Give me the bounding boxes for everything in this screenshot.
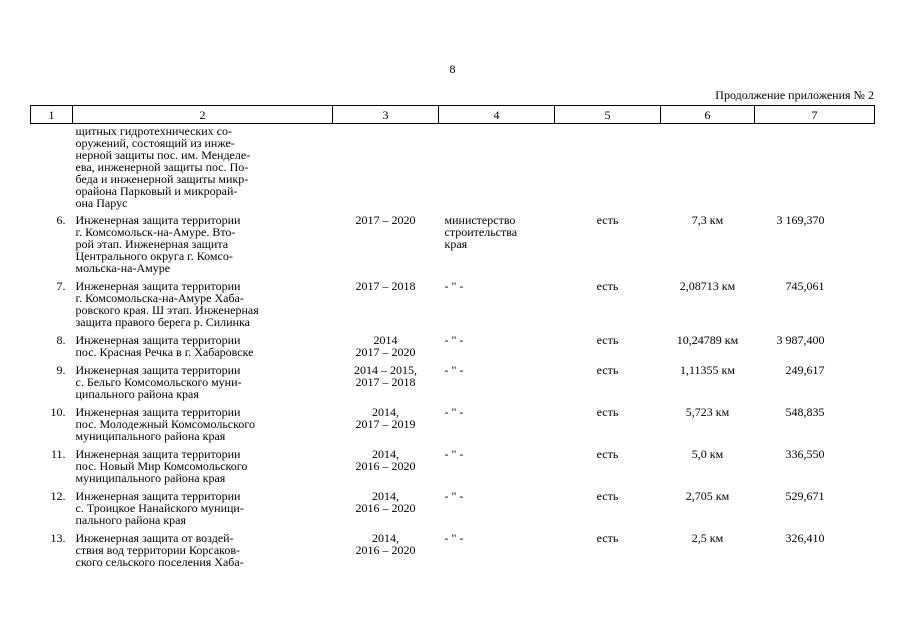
header-col-5: 5 — [555, 106, 661, 124]
row-number: 12. — [50, 489, 66, 503]
cost — [755, 124, 875, 215]
row-number — [31, 124, 73, 215]
years: 2014 – 2015, 2017 – 2018 — [354, 363, 417, 389]
length: 5,0 км — [691, 447, 724, 461]
header-col-7: 7 — [755, 106, 875, 124]
responsible-org: - " - — [444, 279, 464, 293]
design-status: есть — [596, 213, 619, 227]
years: 2014 2017 – 2020 — [355, 333, 416, 359]
length: 2,08713 км — [679, 279, 736, 293]
object-name: Инженерная защита территории пос. Молодежный Комсомольского муниципального района края — [75, 405, 255, 443]
row-number: 9. — [56, 363, 66, 377]
page-number: 8 — [449, 62, 456, 76]
design-status: есть — [596, 489, 619, 503]
design-status: есть — [596, 531, 619, 545]
responsible-org: - " - — [444, 489, 464, 503]
table-row — [31, 448, 875, 490]
object-name: Инженерная защита территории г. Комсомольска-на-Амуре Хаба- ровского края. Ш этап. Инженерная защита правого берега р. Силинка — [75, 279, 259, 329]
cost: 3 169,370 — [776, 213, 825, 227]
header-col-6: 6 — [661, 106, 755, 124]
cost: 548,835 — [785, 405, 825, 419]
cost: 745,061 — [785, 279, 825, 293]
length: 10,24789 км — [676, 333, 739, 347]
header-col-1: 1 — [31, 106, 73, 124]
years: 2014, 2016 – 2020 — [355, 531, 416, 557]
object-name: щитных гидротехнических со- оружений, состоящий из инже- нерной защиты пос. им. Менделе- ева, инженерной защиты пос. По- беда и инженерной защиты микр- орайона Парковый и микрорай- она Парус — [75, 124, 251, 210]
design-status: есть — [596, 363, 619, 377]
responsible-org: - " - — [444, 405, 464, 419]
length: 2,705 км — [685, 489, 730, 503]
design-status: есть — [596, 405, 619, 419]
row-number: 8. — [56, 333, 66, 347]
table-row — [31, 214, 875, 280]
continuation-label: Продолжение приложения № 2 — [715, 88, 874, 102]
row-number: 11. — [50, 447, 66, 461]
row-number: 7. — [56, 279, 66, 293]
table-row — [31, 406, 875, 448]
responsible-org: - " - — [444, 447, 464, 461]
header-col-4: 4 — [439, 106, 555, 124]
table-row — [31, 490, 875, 532]
object-name: Инженерная защита территории пос. Красная Речка в г. Хабаровске — [75, 333, 254, 359]
row-number: 13. — [50, 531, 66, 545]
years: 2017 – 2018 — [355, 279, 416, 293]
row-number: 10. — [50, 405, 66, 419]
design-status: есть — [596, 333, 619, 347]
header-row — [31, 106, 875, 124]
projects-table — [30, 105, 875, 574]
cost: 326,410 — [785, 531, 825, 545]
responsible-org: - " - — [444, 531, 464, 545]
header-col-2: 2 — [73, 106, 333, 124]
responsible-org — [439, 124, 555, 215]
object-name: Инженерная защита территории с. Бельго Комсомольского муни- ципального района края — [75, 363, 242, 401]
table-row — [31, 280, 875, 334]
table-row — [31, 334, 875, 364]
row-number: 6. — [56, 213, 66, 227]
responsible-org: - " - — [444, 333, 464, 347]
object-name: Инженерная защита от воздей- ствия вод территории Корсаков- ского сельского поселения Хаба- — [75, 531, 244, 569]
length: 1,11355 км — [680, 363, 735, 377]
object-name: Инженерная защита территории пос. Новый Мир Комсомольского муниципального района края — [75, 447, 248, 485]
length: 2,5 км — [691, 531, 724, 545]
object-name: Инженерная защита территории с. Троицкое Нанайского муници- пального района края — [75, 489, 244, 527]
cost: 249,617 — [785, 363, 825, 377]
cost: 3 987,400 — [776, 333, 825, 347]
years: 2017 – 2020 — [355, 213, 416, 227]
responsible-org: - " - — [444, 363, 464, 377]
length — [661, 124, 755, 215]
table-row — [31, 532, 875, 574]
cost: 529,671 — [785, 489, 825, 503]
years: 2014, 2016 – 2020 — [355, 447, 416, 473]
design-status: есть — [596, 447, 619, 461]
table-row — [31, 124, 875, 215]
object-name: Инженерная защита территории г. Комсомольск-на-Амуре. Вто- рой этап. Инженерная защита Центрального округа г. Комсо- мольска-на-Амуре — [75, 213, 241, 275]
years: 2014, 2017 – 2019 — [355, 405, 416, 431]
length: 7,3 км — [691, 213, 724, 227]
responsible-org: министерство строительства края — [444, 213, 518, 251]
design-status — [555, 124, 661, 215]
length: 5,723 км — [685, 405, 730, 419]
design-status: есть — [596, 279, 619, 293]
table-row — [31, 364, 875, 406]
header-col-3: 3 — [333, 106, 439, 124]
years — [333, 124, 439, 215]
years: 2014, 2016 – 2020 — [355, 489, 416, 515]
cost: 336,550 — [785, 447, 825, 461]
